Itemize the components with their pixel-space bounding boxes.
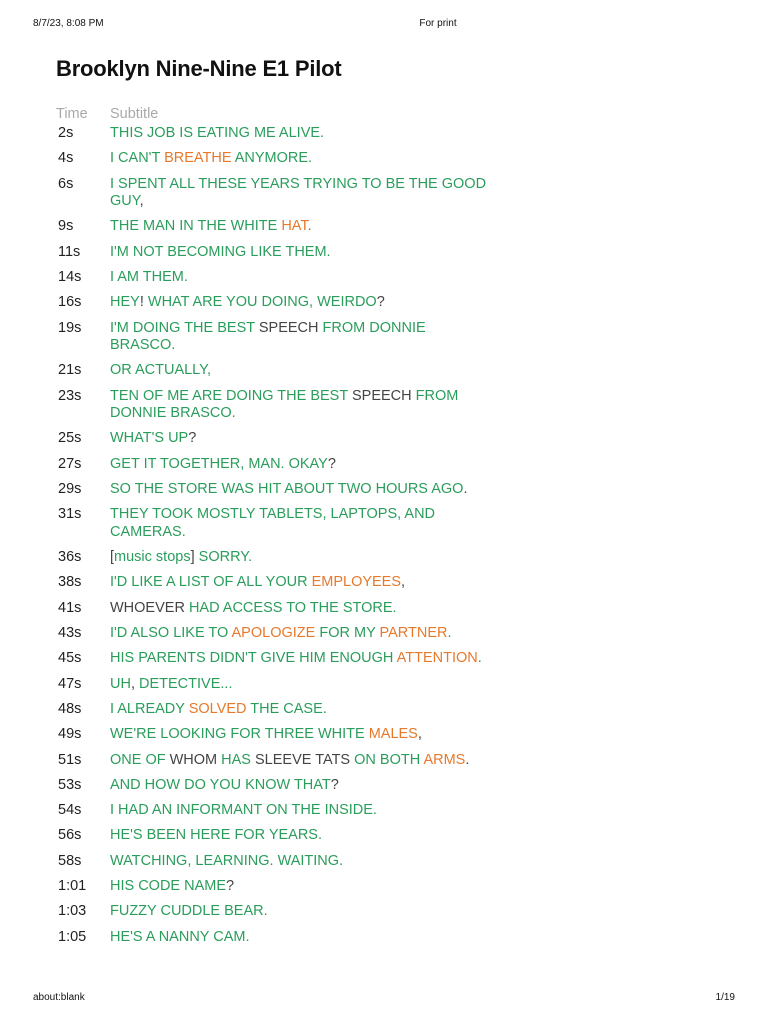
subtitle-cell xyxy=(110,388,490,431)
subtitle-segment: , xyxy=(401,574,406,591)
time-cell: 16s xyxy=(58,294,82,311)
time-cell: 4s xyxy=(58,150,74,167)
time-cell: 25s xyxy=(58,430,82,447)
time-cell: 1:05 xyxy=(58,928,87,945)
subtitle-cell xyxy=(110,600,490,625)
table-row xyxy=(56,600,490,625)
subtitle-table xyxy=(56,103,490,954)
time-cell: 53s xyxy=(58,776,82,793)
subtitle-cell xyxy=(110,244,490,269)
table-row xyxy=(56,481,490,506)
subtitle-segment: HEY xyxy=(110,294,140,311)
table-row xyxy=(56,650,490,675)
table-row xyxy=(56,903,490,928)
subtitle-segment: , xyxy=(130,675,140,692)
subtitle-segment: BREATHE xyxy=(164,150,232,167)
print-page-number: 1/19 xyxy=(715,992,735,1003)
time-cell: 23s xyxy=(58,387,82,404)
subtitle-cell xyxy=(110,701,490,726)
subtitle-cell xyxy=(110,456,490,481)
table-row xyxy=(56,574,490,599)
subtitle-cell xyxy=(110,176,490,219)
table-row xyxy=(56,320,490,363)
subtitle-cell xyxy=(110,903,490,928)
subtitle-segment: I SPENT ALL THESE YEARS TRYING TO BE THE GOOD GUY xyxy=(110,175,487,210)
column-header-time: Time xyxy=(56,106,88,122)
subtitle-cell xyxy=(110,929,490,954)
time-cell: 29s xyxy=(58,481,82,498)
subtitle-cell xyxy=(110,676,490,701)
subtitle-segment: ONE OF xyxy=(110,751,170,768)
subtitle-segment: OR ACTUALLY, xyxy=(110,362,212,379)
time-cell: 49s xyxy=(58,726,82,743)
table-row xyxy=(56,752,490,777)
time-cell: 41s xyxy=(58,599,82,616)
subtitle-segment: I'M NOT BECOMING LIKE THEM. xyxy=(110,243,331,260)
subtitle-segment: SO THE STORE WAS HIT ABOUT TWO HOURS AGO xyxy=(110,481,464,498)
table-row xyxy=(56,269,490,294)
subtitle-segment: ANYMORE. xyxy=(231,150,313,167)
subtitle-segment: WHAT ARE YOU DOING, WEIRDO xyxy=(147,294,377,311)
subtitle-rows xyxy=(56,125,490,954)
table-row xyxy=(56,802,490,827)
subtitle-segment: . xyxy=(307,218,312,235)
subtitle-cell xyxy=(110,802,490,827)
subtitle-segment: I'M DOING THE BEST xyxy=(110,319,259,336)
subtitle-segment: I CAN'T xyxy=(110,150,165,167)
subtitle-segment: [ xyxy=(110,549,115,566)
time-cell: 51s xyxy=(58,751,82,768)
table-row xyxy=(56,430,490,455)
subtitle-segment: ] xyxy=(190,549,199,566)
table-row xyxy=(56,244,490,269)
subtitle-segment: SOLVED xyxy=(188,700,247,717)
subtitle-segment: ? xyxy=(188,430,197,447)
table-row xyxy=(56,549,490,574)
subtitle-segment: music stops xyxy=(114,549,191,566)
subtitle-segment: FOR MY xyxy=(315,625,380,642)
subtitle-segment: ? xyxy=(330,776,339,793)
table-row xyxy=(56,701,490,726)
subtitle-segment: WATCHING, LEARNING. WAITING. xyxy=(110,852,344,869)
time-cell: 1:03 xyxy=(58,903,87,920)
subtitle-segment: I HAD AN INFORMANT ON THE INSIDE. xyxy=(110,802,377,819)
time-cell: 56s xyxy=(58,827,82,844)
subtitle-segment: THE CASE. xyxy=(246,700,327,717)
subtitle-segment: ! xyxy=(139,294,148,311)
subtitle-segment: SPEECH xyxy=(351,387,412,404)
subtitle-segment: DETECTIVE... xyxy=(139,675,233,692)
subtitle-segment: THEY TOOK MOSTLY TABLETS, LAPTOPS, AND CAMERAS. xyxy=(110,506,436,540)
subtitle-segment: HAD ACCESS TO THE STORE. xyxy=(184,599,397,616)
subtitle-cell xyxy=(110,218,490,243)
subtitle-cell xyxy=(110,294,490,319)
subtitle-segment: I AM THEM. xyxy=(110,268,188,285)
table-row xyxy=(56,388,490,431)
subtitle-segment: , xyxy=(139,193,144,210)
subtitle-segment: PARTNER xyxy=(379,625,448,642)
table-header-row xyxy=(56,103,490,125)
subtitle-segment: UH xyxy=(110,675,131,692)
subtitle-segment: HAT xyxy=(281,218,308,235)
subtitle-segment: SLEEVE TATS xyxy=(255,751,351,768)
time-cell: 19s xyxy=(58,319,82,336)
subtitle-cell xyxy=(110,650,490,675)
table-row xyxy=(56,878,490,903)
time-cell: 43s xyxy=(58,625,82,642)
time-cell: 38s xyxy=(58,574,82,591)
time-cell: 11s xyxy=(58,243,81,260)
subtitle-segment: GET IT TOGETHER, MAN. OKAY xyxy=(110,455,328,472)
subtitle-cell xyxy=(110,574,490,599)
subtitle-segment: WHOM xyxy=(169,751,218,768)
column-header-subtitle: Subtitle xyxy=(110,106,159,122)
table-row xyxy=(56,827,490,852)
subtitle-segment: HE'S A NANNY CAM. xyxy=(110,928,250,945)
subtitle-segment: MALES xyxy=(368,726,418,743)
table-row xyxy=(56,625,490,650)
subtitle-segment: , xyxy=(417,726,422,743)
subtitle-cell xyxy=(110,827,490,852)
time-cell: 21s xyxy=(58,362,82,379)
subtitle-cell xyxy=(110,362,490,387)
subtitle-segment: ON BOTH xyxy=(350,751,424,768)
subtitle-segment: ? xyxy=(327,455,336,472)
subtitle-segment: FROM DONNIE BRASCO. xyxy=(110,319,426,354)
subtitle-cell xyxy=(110,430,490,455)
table-row xyxy=(56,726,490,751)
document-title: Brooklyn Nine-Nine E1 Pilot xyxy=(56,56,342,81)
subtitle-segment: THE MAN IN THE WHITE xyxy=(110,218,282,235)
table-row xyxy=(56,853,490,878)
subtitle-cell xyxy=(110,777,490,802)
time-cell: 2s xyxy=(58,125,74,141)
time-cell: 1:01 xyxy=(58,878,87,895)
subtitle-segment: ATTENTION xyxy=(396,650,478,667)
time-cell: 54s xyxy=(58,802,82,819)
subtitle-cell xyxy=(110,853,490,878)
time-cell: 27s xyxy=(58,455,82,472)
time-cell: 48s xyxy=(58,700,82,717)
table-row xyxy=(56,929,490,954)
time-cell: 9s xyxy=(58,218,74,235)
time-cell: 45s xyxy=(58,650,82,667)
subtitle-segment: ? xyxy=(226,878,235,895)
time-cell: 36s xyxy=(58,549,82,566)
subtitle-cell xyxy=(110,481,490,506)
table-row xyxy=(56,506,490,549)
subtitle-segment: EMPLOYEES xyxy=(311,574,402,591)
time-cell: 47s xyxy=(58,675,82,692)
print-header-title: For print xyxy=(419,18,457,29)
subtitle-segment: HE'S BEEN HERE FOR YEARS. xyxy=(110,827,322,844)
subtitle-segment: SORRY. xyxy=(198,549,253,566)
subtitle-cell xyxy=(110,549,490,574)
subtitle-cell xyxy=(110,726,490,751)
table-row xyxy=(56,294,490,319)
table-row xyxy=(56,218,490,243)
subtitle-segment: I'D LIKE A LIST OF ALL YOUR xyxy=(110,574,312,591)
subtitle-segment: . xyxy=(477,650,482,667)
subtitle-segment: FROM DONNIE BRASCO. xyxy=(110,387,459,422)
subtitle-segment: WE'RE LOOKING FOR THREE WHITE xyxy=(110,726,369,743)
time-cell: 14s xyxy=(58,268,82,285)
table-row xyxy=(56,362,490,387)
time-cell: 58s xyxy=(58,852,82,869)
subtitle-cell xyxy=(110,150,490,175)
subtitle-cell xyxy=(110,878,490,903)
subtitle-segment: FUZZY CUDDLE BEAR. xyxy=(110,903,268,920)
print-footer-url: about:blank xyxy=(33,992,85,1003)
subtitle-cell xyxy=(110,506,490,549)
subtitle-segment: ARMS xyxy=(423,751,466,768)
subtitle-segment: WHOEVER xyxy=(110,599,185,616)
subtitle-segment: HAS xyxy=(217,751,256,768)
subtitle-segment: SPEECH xyxy=(258,319,319,336)
subtitle-segment: . xyxy=(465,751,470,768)
table-row xyxy=(56,676,490,701)
table-row xyxy=(56,777,490,802)
subtitle-segment: . xyxy=(463,481,468,498)
table-row xyxy=(56,150,490,175)
subtitle-cell xyxy=(110,269,490,294)
subtitle-segment: ? xyxy=(376,294,385,311)
subtitle-cell xyxy=(110,125,490,150)
subtitle-segment: I'D ALSO LIKE TO xyxy=(110,625,232,642)
subtitle-segment: THIS JOB IS EATING ME ALIVE. xyxy=(110,125,325,141)
subtitle-segment: APOLOGIZE xyxy=(231,625,316,642)
subtitle-cell xyxy=(110,752,490,777)
print-datetime: 8/7/23, 8:08 PM xyxy=(33,18,104,29)
subtitle-cell xyxy=(110,625,490,650)
subtitle-segment: . xyxy=(447,625,452,642)
subtitle-segment: HIS PARENTS DIDN'T GIVE HIM ENOUGH xyxy=(110,650,397,667)
subtitle-cell xyxy=(110,320,490,363)
subtitle-segment: I ALREADY xyxy=(110,700,189,717)
time-cell: 31s xyxy=(58,506,82,523)
time-cell: 6s xyxy=(58,175,74,192)
subtitle-segment: TEN OF ME ARE DOING THE BEST xyxy=(110,387,352,404)
table-row xyxy=(56,176,490,219)
table-row xyxy=(56,125,490,150)
subtitle-segment: HIS CODE NAME xyxy=(110,878,227,895)
table-row xyxy=(56,456,490,481)
subtitle-segment: WHAT'S UP xyxy=(110,430,189,447)
subtitle-segment: AND HOW DO YOU KNOW THAT xyxy=(110,776,331,793)
